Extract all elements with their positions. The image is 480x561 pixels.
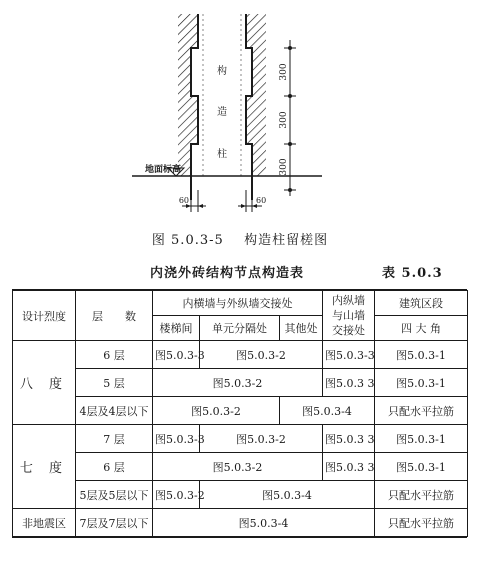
header-intensity: 设计烈度 <box>13 291 76 341</box>
cell-unit-other: 图5.0.3-2 <box>200 341 323 369</box>
dimension-value-2: 300 <box>279 111 289 129</box>
cell-inner-long: 图5.0.3 3 <box>323 425 375 453</box>
cell-corner: 只配水平拉筋 <box>375 481 468 509</box>
figure-caption <box>0 229 480 248</box>
header-inner-cross: 内横墙与外纵墙交接处 <box>153 291 323 316</box>
cell-cross-all: 图5.0.3-2 <box>153 453 323 481</box>
column-label-2: 造 <box>217 107 227 118</box>
cell-corner: 只配水平拉筋 <box>375 509 468 537</box>
table-row <box>13 425 468 453</box>
cell-corner: 图5.0.3-1 <box>375 425 468 453</box>
header-stair: 楼梯间 <box>153 316 200 341</box>
cell-floors: 6 层 <box>76 453 153 481</box>
header-other: 其他处 <box>280 316 323 341</box>
cell-stair: 图5.0.3-3 <box>153 425 200 453</box>
cell-corner: 图5.0.3-1 <box>375 369 468 397</box>
cell-cross-all: 图5.0.3-2 <box>153 369 323 397</box>
offset-value-right: 60 <box>256 196 267 205</box>
cell-inner-long: 图5.0.3 3 <box>323 453 375 481</box>
table-number: 表 5.0.3 <box>382 266 443 281</box>
table-row <box>13 341 468 369</box>
table-row <box>13 453 468 481</box>
cell-unit-other: 图5.0.3-2 <box>200 425 323 453</box>
column-label-3: 柱 <box>217 149 227 160</box>
table-top-rule <box>12 289 467 291</box>
cell-stair: 图5.0.3-2 <box>153 481 200 509</box>
cell-corner: 图5.0.3-1 <box>375 341 468 369</box>
cell-rest: 图5.0.3-4 <box>200 481 375 509</box>
group-non-seismic: 非地震区 <box>13 509 76 537</box>
figure-number: 图 5.0.3-5 <box>151 233 224 248</box>
group-eight: 八 度 <box>13 341 76 425</box>
cell-inner-long: 图5.0.3-3 <box>323 341 375 369</box>
ground-level-label: 地面标高 <box>145 165 182 175</box>
dimension-value-3: 300 <box>279 158 289 176</box>
header-inner-long: 内纵墙与山墙交接处 <box>323 291 375 341</box>
table-row <box>13 369 468 397</box>
header-corner: 四 大 角 <box>375 316 468 341</box>
column-label-1: 构 <box>217 66 227 77</box>
figure-title: 构造柱留槎图 <box>244 233 329 248</box>
cell-floors: 7 层 <box>76 425 153 453</box>
table-row <box>13 397 468 425</box>
cell-floors: 6 层 <box>76 341 153 369</box>
cell-floors: 7层及7层以下 <box>76 509 153 537</box>
table-row <box>13 481 468 509</box>
cell-other-inner: 图5.0.3-4 <box>280 397 375 425</box>
column-toothing-figure <box>0 0 480 225</box>
cell-floors: 5层及5层以下 <box>76 481 153 509</box>
header-floors: 层 数 <box>76 291 153 341</box>
cell-corner: 图5.0.3-1 <box>375 453 468 481</box>
header-unit: 单元分隔处 <box>200 316 280 341</box>
header-zone: 建筑区段 <box>375 291 468 316</box>
cell-corner: 只配水平拉筋 <box>375 397 468 425</box>
cell-floors: 5 层 <box>76 369 153 397</box>
dimension-value-1: 300 <box>279 63 289 81</box>
offset-value-left: 60 <box>178 196 189 205</box>
cell-all: 图5.0.3-4 <box>153 509 375 537</box>
table-row <box>13 509 468 537</box>
group-seven: 七 度 <box>13 425 76 509</box>
cell-inner-long: 图5.0.3 3 <box>323 369 375 397</box>
cell-floors: 4层及4层以下 <box>76 397 153 425</box>
table-title: 内浇外砖结构节点构造表 <box>150 266 305 281</box>
table-bottom-rule <box>12 536 467 538</box>
cell-stair: 图5.0.3-3 <box>153 341 200 369</box>
node-detail-table <box>12 290 468 537</box>
cell-stair-unit: 图5.0.3-2 <box>153 397 280 425</box>
